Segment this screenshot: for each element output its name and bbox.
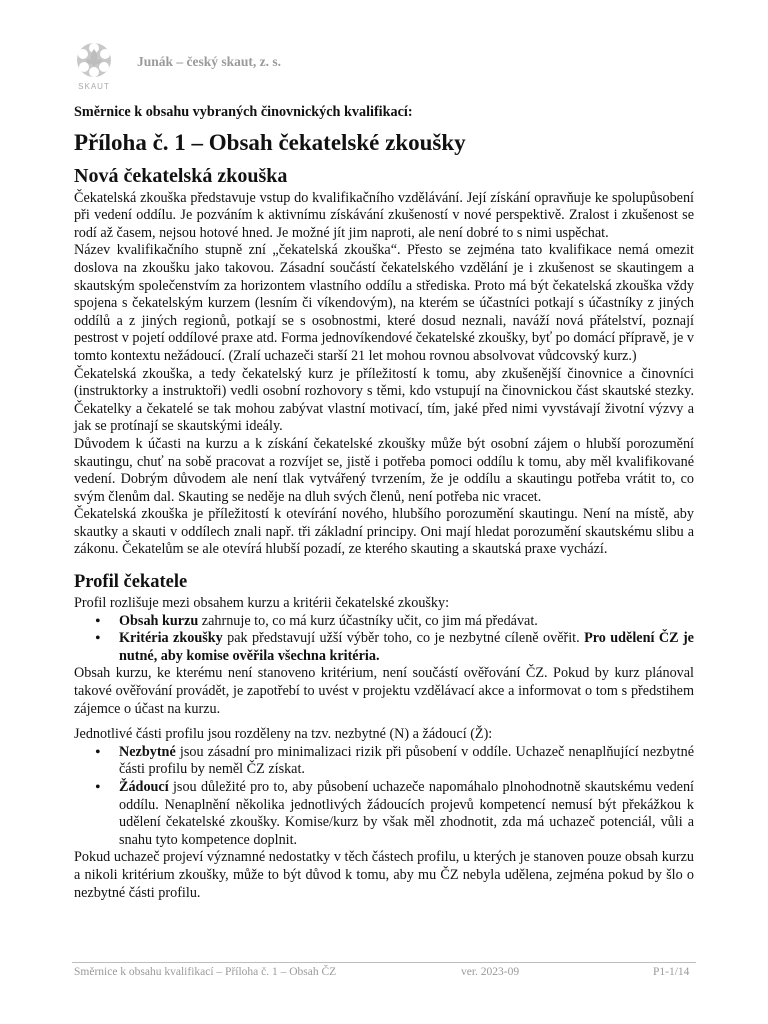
section-heading-profile: Profil čekatele: [74, 572, 188, 593]
footer-divider: [72, 962, 696, 963]
document-subtitle: Směrnice k obsahu vybraných činovnických kvalifikací:: [74, 104, 413, 120]
footer-version: ver. 2023-09: [461, 966, 520, 978]
paragraph: Jednotlivé části profilu jsou rozděleny na tzv. nezbytné (N) a žádoucí (Ž):: [74, 726, 493, 743]
paragraph: Pokud uchazeč projeví významné nedostatky v těch částech profilu, u kterých je stanoven pouze obsah kurzu a nikoli kritérium zkoušky, může to být důvod k tomu, aby mu ČZ nebyla udělena, zejména pokud by šlo o nezbytné části profilu.: [74, 849, 694, 901]
logo-text: SKAUT: [78, 82, 110, 91]
list-item: [119, 779, 694, 849]
bold-term: Obsah kurzu: [119, 612, 199, 629]
paragraph: Název kvalifikačního stupně zní „čekatelská zkouška“. Přesto se zejména tato kvalifikace nemá omezit doslova na zkoušku jako takovou. Zásadní součástí čekatelského vzdělání je i zkušenost se skautingem a skautským společenstvím za horizontem vlastního oddílu a střediska. Proto má být čekatelská zkouška vždy spojena s čekatelským kurzem (lesním či víkendovým), na kterém se účastníci potkají s účastníky z jiných oddílů a z jiných regionů, potkají se s osobnostmi, které dosud neznali, naváží nová přátelství, poznají pestrost v pojetí oddílové praxe atd. Forma jednovíkendové čekatelské zkoušky, byť po domácí přípravě, je v tomto kontextu nežádoucí. (Zralí uchazeči starší 21 let mohou rovnou absolvovat vůdcovský kurz.): [74, 242, 694, 364]
bullet-list-parts: [74, 744, 694, 850]
document-content: [74, 104, 694, 902]
bold-statement: Pro udělení ČZ je nutné, aby komise ověřila všechna kritéria.: [119, 630, 694, 664]
paragraph: Čekatelská zkouška, a tedy čekatelský kurz je příležitostí k tomu, aby zkušenější činovnice a činovníci (instruktorky a instruktoři) vedli osobní rozhovory s těmi, kdo vstupují na činovnickou část skautské stezky. Čekatelky a čekatelé se tak mohou zabývat vlastní motivací, tím, jaké před nimi vyvstávají životní výzvy a jak se protínají se skautskými ideály.: [74, 365, 694, 435]
list-text: zahrnuje to, co má kurz účastníky učit, co jim má předávat.: [198, 612, 538, 629]
footer-page-number: P1-1/14: [653, 966, 690, 978]
list-item: [119, 613, 694, 631]
bold-term: Nezbytné: [119, 743, 176, 760]
paragraph: Čekatelská zkouška je příležitostí k otevírání nového, hlubšího porozumění skautingu. Není na místě, aby skautky a skauti v oddílech znali např. tři základní principy. Oni mají hledat porozumění skautskému slibu a zákonu. Čekatelům se ale otevírá hlubší pozadí, ze kterého skauting a skautská praxe vychází.: [74, 506, 694, 558]
list-item: [119, 630, 694, 665]
list-text: jsou zásadní pro minimalizaci rizik při působení v oddíle. Uchazeč nenaplňující nezbytné části profilu by neměl ČZ získat.: [119, 743, 694, 778]
bold-term: Žádoucí: [119, 779, 169, 795]
paragraph: Důvodem k účasti na kurzu a k získání čekatelské zkoušky může být osobní zájem o hlubší porozumění skautingu, chuť na sobě pracovat a rozvíjet se, jistě i potřeba pomoci oddílu k tomu, aby měl kvalifikované vedení. Dobrým důvodem ale není tlak vytvářený tvrzením, že je oddílu a skautingu potřeba vrátit to, co svým členům dal. Skauting se neděje na dluh svých členů, není potřeba nic vracet.: [74, 435, 694, 505]
section-heading-new-exam: Nová čekatelská zkouška: [74, 164, 288, 187]
skaut-lily-logo-icon: [72, 40, 116, 92]
paragraph: Profil rozlišuje mezi obsahem kurzu a kritérii čekatelské zkoušky:: [74, 595, 450, 612]
paragraph: Obsah kurzu, ke kterému není stanoveno kritérium, není součástí ověřování ČZ. Pokud by kurz plánoval takové ověřování provádět, je zapotřebí to uvést v projektu vzdělávací akce a informovat o tom s předstihem zájemce o účast na kurzu.: [74, 665, 694, 717]
bullet-list-course: [74, 613, 694, 666]
bold-term: Kritéria zkoušky: [119, 630, 223, 647]
footer-document-name: Směrnice k obsahu kvalifikací – Příloha č. 1 – Obsah ČZ: [74, 966, 337, 978]
list-text: jsou důležité pro to, aby působení uchazeče napomáhalo plnohodnotně skautskému vedení oddílu. Nenaplnění několika jednotlivých žádoucích projevů kompetencí nemusí být překážkou k udělení čekatelské zkoušky. Komise/kurz by však měl zhodnotit, zda má uchazeč potenciál, vůli a snahu tyto kompetence doplnit.: [119, 779, 694, 848]
page-title: Příloha č. 1 – Obsah čekatelské zkoušky: [74, 129, 466, 155]
paragraph: Čekatelská zkouška představuje vstup do kvalifikačního vzdělávání. Její získání opravňuje ke spolupůsobení při vedení oddílu. Je pozváním k aktivnímu získávání zkušeností v nové perspektivě. Zralost i zkušenost se rodí až časem, nejsou hotové hned. Je možné jít jim naproti, ale není dobré to s nimi uspěchat.: [74, 189, 694, 241]
list-text: pak představují užší výběr toho, co je nezbytné cíleně ověřit.: [222, 630, 585, 647]
list-item: [119, 744, 694, 779]
organization-name: Junák – český skaut, z. s.: [137, 54, 282, 69]
